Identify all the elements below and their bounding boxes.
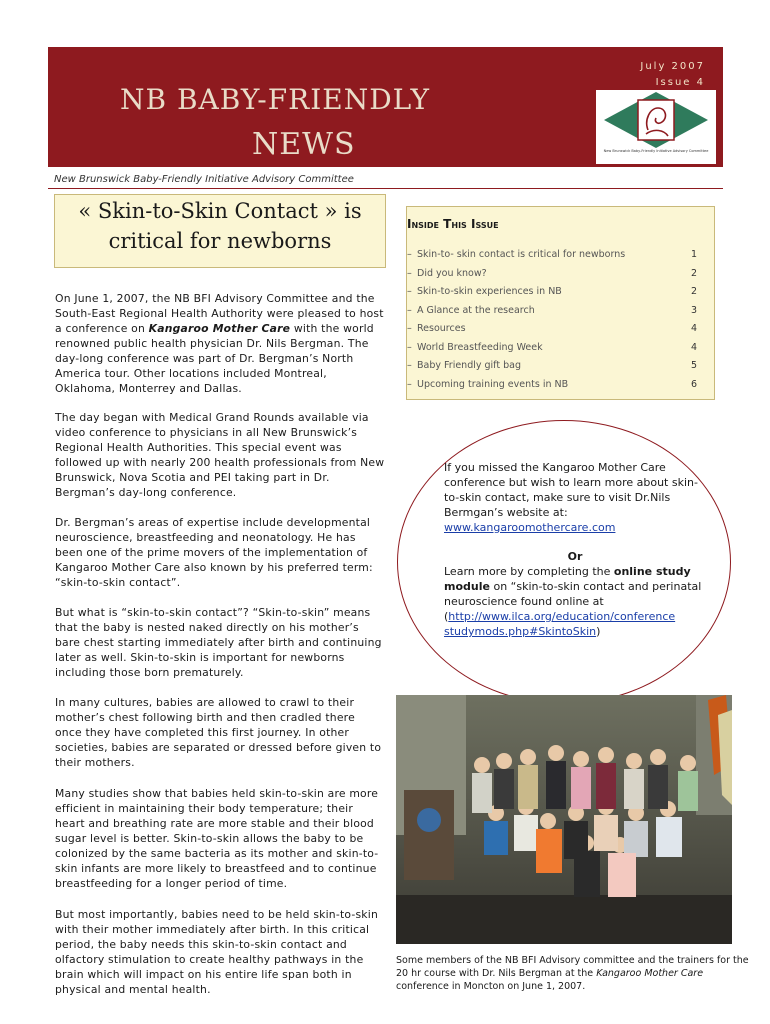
headline-box [54, 194, 386, 268]
toc-item [407, 342, 697, 358]
article-paragraph-7: But most importantly, babies need to be held skin-to-skin with their mother immediately after birth. In this critical period, the baby needs this skin-to-skin contact and olfactory stimulation to create healthy pathways in the brain which will impact on his entire life span both in physical and mental health. [55, 908, 379, 996]
bfi-logo [596, 90, 716, 164]
online-study-module: online study module [444, 565, 691, 593]
inside-this-issue [406, 206, 715, 400]
toc-item [407, 305, 697, 321]
photo-caption: Some members of the NB BFI Advisory committee and the trainers for the 20 hr course with Dr. Nils Bergman at the Kangaroo Mother Care conference in Moncton on June 1, 2007. [396, 955, 749, 992]
issue-date: July 2007 [640, 61, 705, 72]
group-photo [396, 695, 732, 944]
toc-item [407, 249, 697, 265]
toc-bullet: – [407, 360, 412, 371]
newsletter-title-line1: NB BABY-FRIENDLY [120, 83, 430, 116]
toc-bullet: – [407, 304, 412, 316]
toc-item-label: Upcoming training events in NB [417, 378, 569, 390]
toc-item-page: 4 [690, 341, 697, 353]
toc-bullet: – [407, 341, 412, 353]
toc-item-label: World Breastfeeding Week [417, 341, 543, 353]
ilca-study-link[interactable]: http://www.ilca.org/education/conference studymods.php#SkintoSkin [444, 610, 676, 638]
group-photo-image [396, 695, 732, 944]
toc-bullet: – [407, 249, 412, 260]
callout-text-2: Learn more by completing the online study module on “skin-to-skin contact and perinatal neuroscience found online at (http://www.ilca.org/education/conference studymods.php#SkintoSkin) [444, 565, 702, 638]
toc-bullet: – [407, 378, 412, 390]
toc-item-label: A Glance at the research [417, 304, 535, 316]
callout-bubble [397, 420, 731, 704]
toc-item-page: 1 [690, 249, 697, 260]
toc-item-page: 3 [690, 304, 697, 316]
toc-item-page: 6 [690, 378, 697, 390]
toc-item-page: 4 [690, 323, 697, 334]
article-paragraph-3: Dr. Bergman’s areas of expertise include developmental neuroscience, breastfeeding and neonatology. He has been one of the prime movers of the implementation of Kangaroo Mother Care also known by his preferred term: “skin-to-skin contact”. [55, 516, 373, 589]
toc-item [407, 323, 697, 339]
toc-item [407, 268, 697, 284]
article-paragraph-6: Many studies show that babies held skin-to-skin are more efficient in maintaining their body temperature; their heart and breathing rate are more stable and their blood sugar level is better. Skin-to-skin allows the baby to be colonized by the same bacteria as its mother and skin-to-skin infants are more likely to breastfeed and to continue breastfeeding for a longer period of time. [55, 787, 379, 890]
committee-subtitle: New Brunswick Baby-Friendly Initiative Advisory Committee [54, 174, 354, 185]
article-paragraph-5: In many cultures, babies are allowed to crawl to their mother’s chest following birth and then cradled there once they have completed this first journey. In other societies, babies are separated or dressed before given to their mothers. [55, 696, 382, 769]
bfi-logo-icon [596, 90, 716, 150]
toc-title: Inside This Issue [407, 217, 499, 231]
issue-number: Issue 4 [655, 77, 705, 88]
headline-line1: « Skin-to-Skin Contact » is [78, 199, 362, 223]
masthead-banner [48, 47, 723, 167]
callout-or: Or [567, 550, 583, 563]
toc-bullet: – [407, 286, 412, 297]
toc-item [407, 286, 697, 302]
toc-item-page: 2 [690, 286, 697, 297]
toc-item-label: Did you know? [417, 267, 487, 279]
article-paragraph-2: The day began with Medical Grand Rounds available via video conference to physicians in all New Brunswick’s Regional Health Authorities. This special event was followed up with nearly 200 health professionals from New Brunswick, Nova Scotia and PEI taking part in Dr. Bergman’s day-long conference. [55, 411, 385, 499]
toc-item [407, 379, 697, 395]
toc-item-page: 2 [690, 267, 697, 279]
toc-item-label: Skin-to- skin contact is critical for newborns [417, 249, 626, 260]
logo-caption: New Brunswick Baby-Friendly Initiative Advisory Committee [603, 149, 709, 153]
article-paragraph-4: But what is “skin-to-skin contact”? “Skin-to-skin” means that the baby is nested naked directly on his mother’s bare chest starting immediately after birth and continuing later as well. Skin-to-skin is important for newborns including those born prematurely. [55, 606, 382, 679]
toc-item [407, 360, 697, 376]
issue-info [640, 59, 705, 91]
newsletter-title-line2: NEWS [252, 127, 356, 162]
toc-item-label: Resources [417, 323, 466, 334]
kangaroo-mother-care-term: Kangaroo Mother Care [148, 322, 291, 335]
toc-item-label: Skin-to-skin experiences in NB [417, 286, 562, 297]
kangaroo-website-link[interactable]: www.kangaroomothercare.com [444, 521, 616, 534]
headline-line2: critical for newborns [108, 229, 332, 253]
toc-item-page: 5 [690, 360, 697, 371]
callout-text-1: If you missed the Kangaroo Mother Care conference but wish to learn more about skin-to-skin contact, make sure to visit Dr.Nils Bermgan’s website at: www.kangaroomothercare.com [444, 461, 698, 534]
article-paragraph-1: On June 1, 2007, the NB BFI Advisory Committee and the South-East Regional Health Authority were pleased to host a conference on Kangaroo Mother Care with the world renowned public health physician Dr. Nils Bergman. The day-long conference was part of Dr. Bergman’s North America tour. Other locations included Montreal, Oklahoma, Monterrey and Dallas. [55, 292, 384, 395]
toc-bullet: – [407, 267, 412, 279]
toc-bullet: – [407, 323, 412, 334]
toc-item-label: Baby Friendly gift bag [417, 360, 521, 371]
divider [48, 188, 723, 189]
